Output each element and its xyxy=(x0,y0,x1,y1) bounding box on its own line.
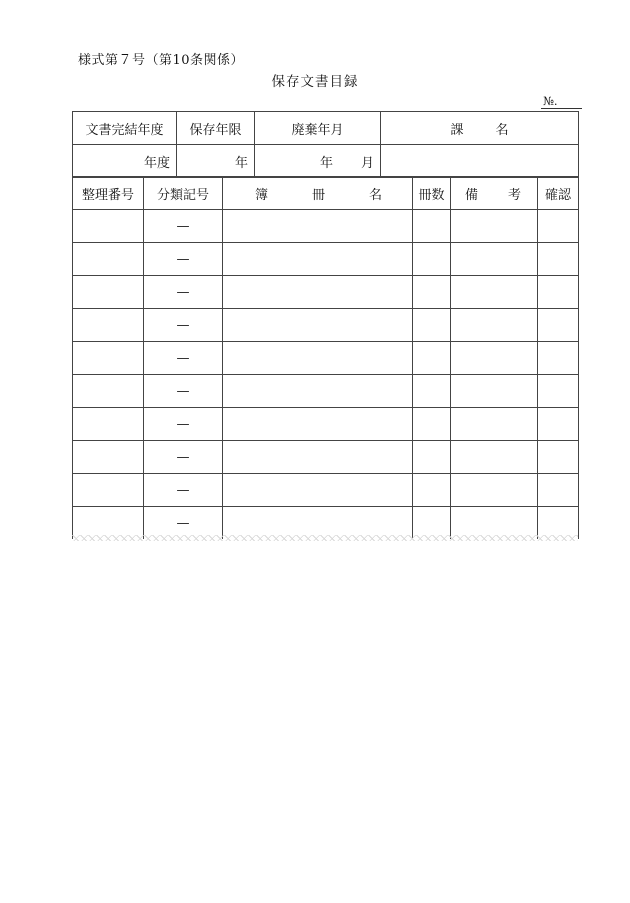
book-name-cell[interactable] xyxy=(223,243,413,276)
reference-number-cell[interactable] xyxy=(73,309,144,342)
confirmation-cell[interactable] xyxy=(538,474,579,507)
summary-value-row xyxy=(73,145,579,178)
confirmation-cell[interactable] xyxy=(538,441,579,474)
disposal-date-field[interactable] xyxy=(255,145,381,178)
confirmation-cell[interactable] xyxy=(538,309,579,342)
summary-header-row xyxy=(73,112,579,145)
classification-code-cell[interactable]: — xyxy=(144,375,223,408)
book-name-cell[interactable] xyxy=(223,441,413,474)
volume-count-cell[interactable] xyxy=(413,408,451,441)
book-name-cell[interactable] xyxy=(223,342,413,375)
records-header-row xyxy=(73,177,579,210)
book-name-char-1: 簿 xyxy=(255,187,269,203)
book-name-cell[interactable] xyxy=(223,375,413,408)
confirmation-cell[interactable] xyxy=(538,276,579,309)
confirmation-header: 確認 xyxy=(538,177,579,210)
remarks-cell[interactable] xyxy=(451,441,538,474)
classification-code-cell[interactable]: — xyxy=(144,474,223,507)
remarks-char-1: 備 xyxy=(465,187,479,203)
remarks-cell[interactable] xyxy=(451,276,538,309)
classification-code-cell[interactable]: — xyxy=(144,507,223,540)
reference-number-cell[interactable] xyxy=(73,408,144,441)
book-name-char-3: 名 xyxy=(368,187,382,203)
completion-year-field[interactable]: 年度 xyxy=(73,145,177,178)
classification-code-header: 分類記号 xyxy=(144,177,223,210)
book-name-cell[interactable] xyxy=(223,408,413,441)
classification-code-cell[interactable]: — xyxy=(144,243,223,276)
table-row xyxy=(73,210,579,243)
retention-period-field[interactable]: 年 xyxy=(177,145,255,178)
document-title: 保存文書目録 xyxy=(271,74,359,90)
disposal-month-unit: 月 xyxy=(360,155,374,171)
disposal-year-unit: 年 xyxy=(319,155,333,171)
table-row xyxy=(73,441,579,474)
book-name-cell[interactable] xyxy=(223,474,413,507)
reference-number-cell[interactable] xyxy=(73,375,144,408)
classification-code-cell[interactable]: — xyxy=(144,441,223,474)
table-row xyxy=(73,408,579,441)
volume-count-cell[interactable] xyxy=(413,375,451,408)
reference-number-header: 整理番号 xyxy=(73,177,144,210)
summary-table xyxy=(72,111,579,178)
confirmation-cell[interactable] xyxy=(538,408,579,441)
reference-number-cell[interactable] xyxy=(73,474,144,507)
volume-count-cell[interactable] xyxy=(413,342,451,375)
remarks-cell[interactable] xyxy=(451,309,538,342)
retention-period-header: 保存年限 xyxy=(177,112,255,145)
remarks-cell[interactable] xyxy=(451,375,538,408)
book-name-cell[interactable] xyxy=(223,210,413,243)
confirmation-cell[interactable] xyxy=(538,375,579,408)
remarks-cell[interactable] xyxy=(451,342,538,375)
remarks-header xyxy=(451,177,538,210)
table-row xyxy=(73,243,579,276)
disposal-date-header: 廃棄年月 xyxy=(255,112,381,145)
document-number-label: №. xyxy=(543,94,558,108)
torn-edge-divider xyxy=(72,535,578,541)
table-row xyxy=(73,276,579,309)
classification-code-cell[interactable]: — xyxy=(144,210,223,243)
reference-number-cell[interactable] xyxy=(73,276,144,309)
volume-count-cell[interactable] xyxy=(413,309,451,342)
remarks-cell[interactable] xyxy=(451,408,538,441)
book-name-char-2: 冊 xyxy=(311,187,325,203)
remarks-cell[interactable] xyxy=(451,474,538,507)
table-row xyxy=(73,474,579,507)
completion-year-header: 文書完結年度 xyxy=(73,112,177,145)
confirmation-cell[interactable] xyxy=(538,342,579,375)
volume-count-cell[interactable] xyxy=(413,441,451,474)
section-name-header xyxy=(381,112,579,145)
remarks-cell[interactable] xyxy=(451,243,538,276)
volume-count-cell[interactable] xyxy=(413,243,451,276)
reference-number-cell[interactable] xyxy=(73,210,144,243)
records-table xyxy=(72,176,579,539)
volume-count-cell[interactable] xyxy=(413,474,451,507)
table-row xyxy=(73,375,579,408)
volume-count-cell[interactable] xyxy=(413,276,451,309)
reference-number-cell[interactable] xyxy=(73,441,144,474)
reference-number-cell[interactable] xyxy=(73,243,144,276)
confirmation-cell[interactable] xyxy=(538,210,579,243)
section-name-char-1: 課 xyxy=(450,122,464,138)
remarks-char-2: 考 xyxy=(507,187,521,203)
reference-number-cell[interactable] xyxy=(73,342,144,375)
confirmation-cell[interactable] xyxy=(538,243,579,276)
form-code: 様式第７号（第10条関係） xyxy=(78,53,245,68)
volume-count-cell[interactable] xyxy=(413,210,451,243)
classification-code-cell[interactable]: — xyxy=(144,342,223,375)
section-name-char-2: 名 xyxy=(495,122,509,138)
book-name-cell[interactable] xyxy=(223,309,413,342)
section-name-field[interactable] xyxy=(381,145,579,178)
classification-code-cell[interactable]: — xyxy=(144,309,223,342)
volume-count-header: 冊数 xyxy=(413,177,451,210)
remarks-cell[interactable] xyxy=(451,210,538,243)
book-name-cell[interactable] xyxy=(223,276,413,309)
classification-code-cell[interactable]: — xyxy=(144,408,223,441)
document-number-field[interactable] xyxy=(541,108,582,109)
table-row xyxy=(73,309,579,342)
table-row xyxy=(73,342,579,375)
classification-code-cell[interactable]: — xyxy=(144,276,223,309)
book-name-header xyxy=(223,177,413,210)
